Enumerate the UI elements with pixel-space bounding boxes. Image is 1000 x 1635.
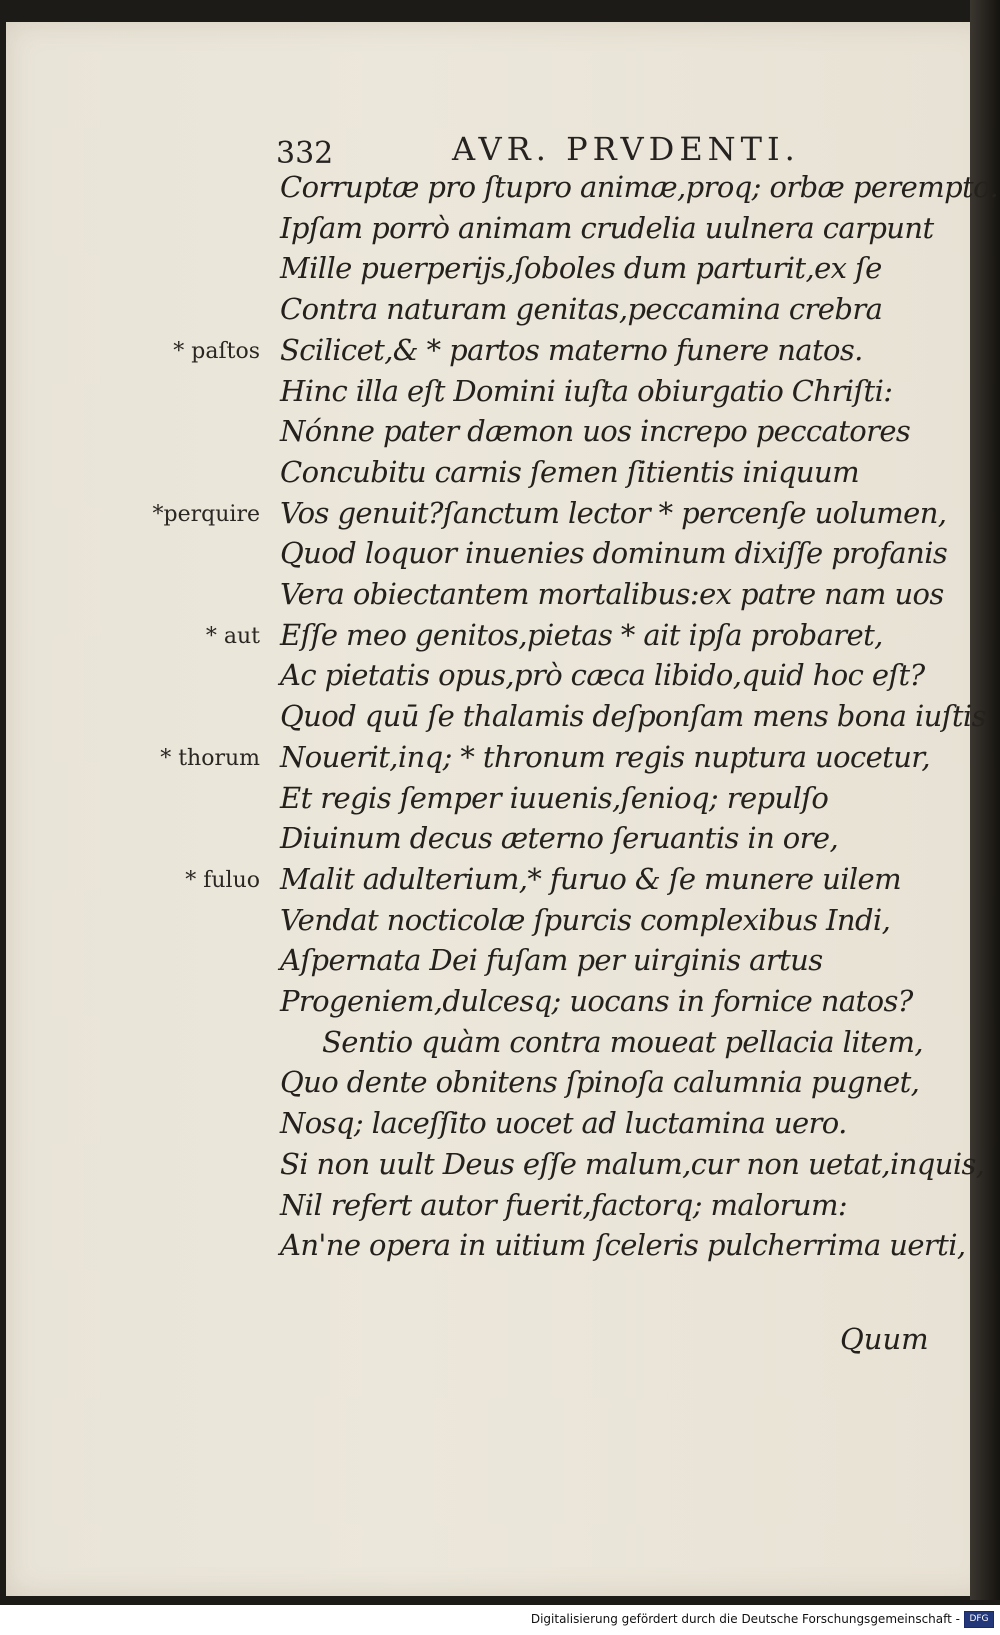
text-line: Corruptæ pro ſtupro animæ,proq; orbæ perempto. bbox=[280, 170, 999, 204]
footer-bar bbox=[0, 1605, 1000, 1635]
margin-note: * paſtos bbox=[173, 338, 260, 364]
text-line: Si non uult Deus eſſe malum,cur non uetat,inquis, bbox=[280, 1146, 985, 1181]
catchword: Quum bbox=[840, 1322, 929, 1356]
text-line: Et regis ſemper iuuenis,ſenioq; repulſo bbox=[280, 780, 829, 815]
scan-edge bbox=[970, 0, 1000, 1600]
text-line: Aſpernata Dei fuſam per uirginis artus bbox=[280, 943, 823, 978]
text-line: Concubitu carnis ſemen ſitientis iniquum bbox=[280, 454, 859, 489]
text-line: Contra naturam genitas,peccamina crebra bbox=[280, 292, 883, 327]
text-line: Malit adulterium,* furuo & ſe munere uilem bbox=[280, 861, 901, 896]
text-line: An'ne opera in uitium ſceleris pulcherrima uerti, bbox=[280, 1228, 966, 1263]
text-line: Vera obiectantem mortalibus:ex patre nam uos bbox=[280, 577, 944, 611]
text-line: Eſſe meo genitos,pietas * ait ipſa probaret, bbox=[280, 617, 883, 652]
text-line: Nil refert autor fuerit,factorq; malorum: bbox=[280, 1187, 848, 1222]
text-line: Hinc illa eſt Domini iuſta obiurgatio Chriſti: bbox=[280, 373, 893, 408]
margin-note: * aut bbox=[205, 623, 260, 649]
text-line: Ac pietatis opus,prò cæca libido,quid hoc eſt? bbox=[280, 658, 925, 693]
text-line: Mille puerperijs,ſoboles dum parturit,ex ſe bbox=[280, 251, 882, 286]
text-line: Vos genuit?ſanctum lector * percenſe uolumen, bbox=[280, 495, 947, 530]
text-line: Diuinum decus æterno ſeruantis in ore, bbox=[280, 821, 839, 856]
text-line: Progeniem,dulcesq; uocans in fornice natos? bbox=[280, 984, 913, 1018]
margin-note: * fuluo bbox=[185, 867, 260, 893]
margin-note: * thorum bbox=[160, 745, 260, 771]
text-line: Vendat nocticolæ ſpurcis complexibus Indi, bbox=[280, 902, 891, 937]
page-header bbox=[276, 130, 836, 174]
margin-note: *perquire bbox=[152, 501, 260, 527]
footer-credit: Digitalisierung gefördert durch die Deutsche Forschungsgemeinschaft - bbox=[530, 1612, 960, 1626]
text-line: Nónne pater dæmon uos increpo peccatores bbox=[280, 414, 911, 449]
text-line: Nosq; laceſſito uocet ad luctamina uero. bbox=[280, 1106, 847, 1141]
text-line: Scilicet,& * partos materno funere natos. bbox=[280, 332, 863, 367]
text-line: Quo dente obnitens ſpinoſa calumnia pugnet, bbox=[280, 1065, 920, 1100]
page-number: 332 bbox=[276, 136, 334, 171]
text-line: Ipſam porrò animam crudelia uulnera carpunt bbox=[280, 210, 934, 245]
text-line: Nouerit,inq; * thronum regis nuptura uocetur, bbox=[280, 739, 930, 774]
dfg-logo: DFG bbox=[964, 1611, 994, 1628]
text-line: Sentio quàm contra moueat pellacia litem, bbox=[322, 1024, 923, 1059]
running-title: AVR. PRVDENTI. bbox=[452, 130, 800, 168]
text-line: Quod quū ſe thalamis deſponſam mens bona iuſtis bbox=[280, 699, 986, 734]
text-line: Quod loquor inuenies dominum dixiſſe profanis bbox=[280, 536, 948, 571]
